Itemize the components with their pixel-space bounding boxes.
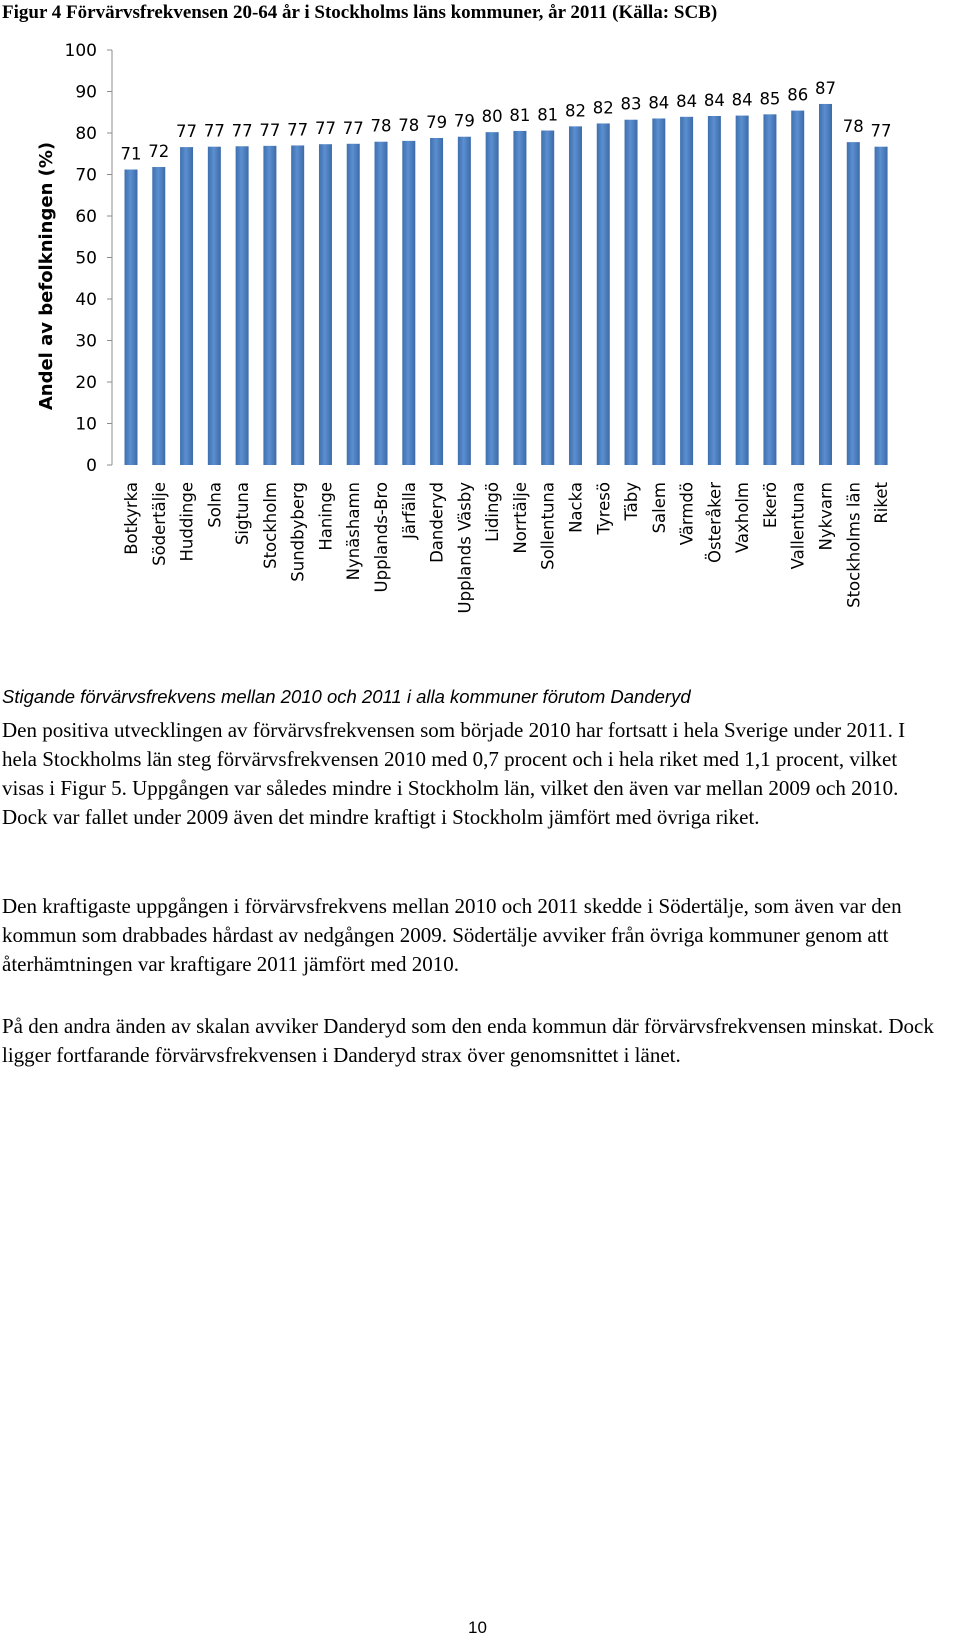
value-label: 81 <box>537 105 559 125</box>
category-label: Järfälla <box>399 482 419 539</box>
y-tick-label: 70 <box>75 165 97 186</box>
bar <box>125 170 138 465</box>
y-tick-label: 90 <box>75 82 97 103</box>
value-label: 80 <box>481 107 503 127</box>
value-label: 77 <box>203 121 225 141</box>
page-number: 10 <box>468 1618 487 1637</box>
value-label: 77 <box>231 121 253 141</box>
y-tick-label: 30 <box>75 331 97 352</box>
value-label: 87 <box>815 78 836 98</box>
category-label: Lidingö <box>483 482 503 542</box>
bar <box>736 116 749 465</box>
value-label: 85 <box>759 89 781 109</box>
category-label: Sigtuna <box>233 482 253 546</box>
value-label: 78 <box>842 117 864 137</box>
y-tick-label: 100 <box>64 41 97 61</box>
paragraph-2: Den kraftigaste uppgången i förvärvsfrekvens mellan 2010 och 2011 skedde i Södertälje, som även var den kommun som drabbades hårdast av nedgången 2009. Södertälje avviker från övriga kommuner genom att återhämtningen var kraftigare 2011 jämfört med 2010. <box>2 894 902 976</box>
bar <box>597 123 610 465</box>
bar <box>625 120 638 465</box>
category-label: Sollentuna <box>538 482 558 570</box>
category-label: Stockholms län <box>844 482 864 608</box>
value-label: 84 <box>703 90 725 110</box>
bar <box>486 132 499 465</box>
category-label: Nynäshamn <box>344 482 364 581</box>
category-label: Huddinge <box>177 482 197 562</box>
bar <box>819 104 832 465</box>
bar <box>375 142 388 465</box>
category-label: Haninge <box>316 482 336 551</box>
category-label: Upplands-Bro <box>372 482 392 593</box>
category-label: Vallentuna <box>788 482 808 570</box>
category-label: Täby <box>622 482 642 521</box>
category-label: Södertälje <box>149 482 169 566</box>
value-label: 79 <box>453 111 475 131</box>
category-label: Botkyrka <box>122 482 141 555</box>
category-label: Värmdö <box>677 482 697 546</box>
bar <box>569 126 582 465</box>
value-label: 77 <box>259 120 281 140</box>
value-label: 82 <box>564 101 586 121</box>
category-labels <box>122 481 891 613</box>
value-label: 86 <box>787 85 809 105</box>
bar-chart <box>0 30 960 670</box>
bar <box>319 144 332 465</box>
paragraph-1: Den positiva utvecklingen av förvärvsfrekvensen som började 2010 har fortsatt i hela Sverige under 2011. I hela Stockholms län steg förvärvsfrekvensen 2010 med 0,7 procent och i hela riket med 1,1 procent, vilket visas i Figur 5. Uppgången var således mindre i Stockholm län, vilket den även var mellan 2009 och 2010. Dock var fallet under 2009 även det mindre kraftigt i Stockholm jämfört med övriga riket. <box>2 718 906 829</box>
bar <box>180 147 193 465</box>
value-label: 77 <box>870 121 892 141</box>
bar <box>347 144 360 465</box>
bar <box>513 131 526 465</box>
category-label: Riket <box>872 482 892 524</box>
value-label: 84 <box>676 91 698 111</box>
value-label: 72 <box>148 142 170 162</box>
bar <box>708 116 721 465</box>
value-label: 84 <box>731 90 753 110</box>
bar <box>680 117 693 465</box>
value-label: 77 <box>314 119 336 139</box>
category-label: Danderyd <box>427 481 447 563</box>
value-label: 81 <box>509 105 531 125</box>
value-label: 79 <box>426 112 448 132</box>
value-label: 78 <box>398 115 420 135</box>
section-heading: Stigande förvärvsfrekvens mellan 2010 och 2011 i alla kommuner förutom Danderyd <box>2 686 691 707</box>
bar <box>847 142 860 465</box>
category-label: Sundbyberg <box>288 482 308 582</box>
category-label: Nykvarn <box>816 482 836 551</box>
category-label: Ekerö <box>760 482 780 529</box>
bar <box>875 147 888 465</box>
category-label: Österåker <box>705 482 725 564</box>
category-label: Solna <box>205 482 225 528</box>
y-tick-label: 80 <box>75 124 97 144</box>
category-label: Stockholm <box>260 482 280 569</box>
y-axis-title: Andel av befolkningen (%) <box>36 141 57 411</box>
bar <box>652 118 665 465</box>
y-tick-label: 20 <box>75 373 97 393</box>
y-tick-label: 60 <box>75 207 97 227</box>
value-label: 77 <box>342 118 364 138</box>
value-label: 78 <box>370 116 392 136</box>
bar <box>791 111 804 465</box>
y-tick-label: 0 <box>86 456 97 476</box>
bar <box>541 131 554 465</box>
paragraph-3: På den andra änden av skalan avviker Danderyd som den enda kommun där förvärvsfrekvensen minskat. Dock ligger fortfarande förvärvsfrekvensen i Danderyd strax över genomsnittet i länet. <box>2 1014 934 1067</box>
y-axis <box>65 41 112 476</box>
y-tick-label: 50 <box>75 248 97 269</box>
bar <box>763 114 776 465</box>
y-tick-label: 10 <box>75 414 97 435</box>
category-label: Upplands Väsby <box>455 482 475 614</box>
bar <box>208 147 221 465</box>
value-label: 84 <box>648 93 670 113</box>
value-label: 71 <box>120 144 142 164</box>
value-label: 77 <box>176 122 198 142</box>
y-tick-label: 40 <box>75 290 97 310</box>
bar <box>291 145 304 465</box>
category-label: Norrtälje <box>510 482 530 554</box>
figure-title: Figur 4 Förvärvsfrekvensen 20-64 år i Stockholms läns kommuner, år 2011 (Källa: SCB) <box>2 2 718 23</box>
bar <box>263 146 276 465</box>
bar <box>152 167 165 465</box>
category-label: Tyresö <box>594 482 614 535</box>
bar <box>402 141 415 465</box>
value-label: 77 <box>287 120 309 140</box>
category-label: Vaxholm <box>733 482 753 554</box>
category-label: Salem <box>649 482 669 534</box>
bars <box>125 104 888 465</box>
bar <box>458 137 471 465</box>
value-label: 82 <box>592 98 614 118</box>
category-label: Nacka <box>566 482 586 533</box>
bar <box>236 146 249 465</box>
bar <box>430 138 443 465</box>
value-label: 83 <box>620 94 642 114</box>
